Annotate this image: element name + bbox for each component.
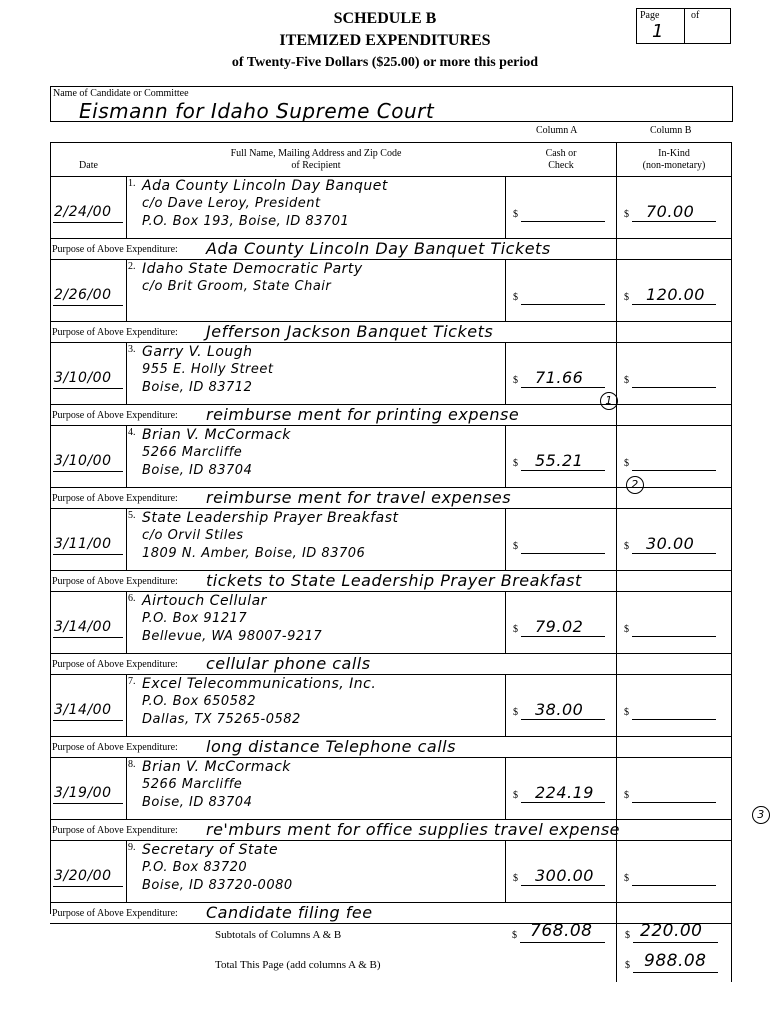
date-underline [53, 471, 123, 472]
cash-divider [505, 591, 506, 653]
purpose-label: Purpose of Above Expenditure: [52, 493, 178, 504]
inkind-dollar: $ [624, 375, 629, 386]
cash-amount-field[interactable]: 38.00 [535, 700, 584, 719]
recipient-line-1[interactable]: Ada County Lincoln Day Banquet [142, 178, 388, 194]
subtotal-b-field[interactable]: 220.00 [640, 921, 703, 941]
purpose-label: Purpose of Above Expenditure: [52, 825, 178, 836]
recipient-line-1[interactable]: Idaho State Democratic Party [142, 261, 363, 277]
header-divider [50, 176, 731, 177]
recipient-line-2[interactable]: 955 E. Holly Street [142, 362, 274, 377]
cash-dollar: $ [513, 707, 518, 718]
date-divider [126, 259, 127, 321]
cash-dollar: $ [513, 292, 518, 303]
cash-amount-field[interactable]: 224.19 [535, 783, 594, 802]
purpose-field[interactable]: cellular phone calls [206, 654, 371, 673]
entry-date-field[interactable]: 2/26/00 [54, 287, 112, 303]
recipient-line-1[interactable]: Brian V. McCormack [142, 759, 291, 775]
cash-dollar: $ [513, 873, 518, 884]
entry-number: 2. [128, 261, 136, 272]
entry-number: 3. [128, 344, 136, 355]
date-underline [53, 388, 123, 389]
date-underline [53, 720, 123, 721]
subtotal-b-dollar: $ [625, 930, 630, 941]
total-label: Total This Page (add columns A & B) [215, 959, 381, 971]
date-underline [53, 886, 123, 887]
cash-amount-field[interactable]: 300.00 [535, 866, 594, 885]
entry-number: 6. [128, 593, 136, 604]
entry-number: 4. [128, 427, 136, 438]
date-underline [53, 305, 123, 306]
purpose-field[interactable]: long distance Telephone calls [206, 737, 456, 756]
schedule-subtitle: ITEMIZED EXPENDITURES [279, 32, 491, 49]
recipient-line-2[interactable]: c/o Orvil Stiles [142, 528, 244, 543]
purpose-field[interactable]: re'mburs ment for office supplies travel expense [206, 820, 621, 839]
inkind-header: In-Kind [658, 148, 690, 159]
inkind-dollar: $ [624, 790, 629, 801]
cash-header-2: Check [548, 160, 574, 171]
schedule-description: of Twenty-Five Dollars ($25.00) or more this period [231, 55, 539, 70]
total-field[interactable]: 988.08 [644, 951, 707, 971]
purpose-label: Purpose of Above Expenditure: [52, 576, 178, 587]
recipient-line-1[interactable]: Excel Telecommunications, Inc. [142, 676, 377, 692]
cash-divider [505, 674, 506, 736]
cash-underline [521, 719, 605, 720]
recipient-line-3[interactable]: 1809 N. Amber, Boise, ID 83706 [142, 546, 366, 561]
cash-divider [505, 176, 506, 238]
recipient-line-3[interactable]: Boise, ID 83704 [142, 463, 253, 478]
inkind-underline [632, 885, 716, 886]
committee-name-field[interactable]: Eismann for Idaho Supreme Court [79, 99, 435, 123]
row-bottom-line [50, 342, 731, 343]
column-b-divider [616, 142, 617, 982]
inkind-underline [632, 387, 716, 388]
entry-date-field[interactable]: 3/11/00 [54, 536, 112, 552]
cash-underline [521, 553, 605, 554]
schedule-title: SCHEDULE B [333, 10, 437, 27]
purpose-field[interactable]: Ada County Lincoln Day Banquet Tickets [206, 239, 551, 258]
recipient-header-2: of Recipient [291, 160, 341, 171]
recipient-line-2[interactable]: c/o Dave Leroy, President [142, 196, 321, 211]
cash-underline [521, 802, 605, 803]
cash-dollar: $ [513, 458, 518, 469]
inkind-dollar: $ [624, 292, 629, 303]
subtotals-label: Subtotals of Columns A & B [215, 929, 342, 941]
row-bottom-line [50, 508, 731, 509]
date-divider [126, 342, 127, 404]
entry-date-field[interactable]: 3/14/00 [54, 702, 112, 718]
column-a-heading: Column A [536, 125, 578, 136]
date-divider [126, 508, 127, 570]
cash-divider [505, 259, 506, 321]
inkind-amount-field[interactable]: 120.00 [646, 285, 705, 304]
recipient-line-1[interactable]: Garry V. Lough [142, 344, 253, 360]
cash-underline [521, 470, 605, 471]
purpose-label: Purpose of Above Expenditure: [52, 908, 178, 919]
entry-number: 5. [128, 510, 136, 521]
purpose-field[interactable]: reimburse ment for printing expense [206, 405, 520, 424]
date-underline [53, 637, 123, 638]
entry-date-field[interactable]: 3/14/00 [54, 619, 112, 635]
date-underline [53, 222, 123, 223]
recipient-line-1[interactable]: Airtouch Cellular [142, 593, 267, 609]
recipient-line-3[interactable]: Boise, ID 83712 [142, 380, 253, 395]
page-number-box [636, 8, 731, 44]
entry-number: 7. [128, 676, 136, 687]
cash-dollar: $ [513, 790, 518, 801]
total-dollar: $ [625, 960, 630, 971]
note-circle: 3 [752, 806, 770, 824]
date-divider [126, 757, 127, 819]
subtotal-a-field[interactable]: 768.08 [530, 921, 593, 941]
cash-dollar: $ [513, 209, 518, 220]
inkind-amount-field[interactable]: 30.00 [646, 534, 695, 553]
row-bottom-line [50, 757, 731, 758]
cash-underline [521, 636, 605, 637]
date-divider [126, 674, 127, 736]
inkind-header-2: (non-monetary) [642, 160, 706, 171]
cash-underline [521, 221, 605, 222]
cash-dollar: $ [513, 624, 518, 635]
date-divider [126, 425, 127, 487]
cash-amount-field[interactable]: 55.21 [535, 451, 584, 470]
recipient-line-2[interactable]: P.O. Box 91217 [142, 611, 248, 626]
recipient-line-1[interactable]: Brian V. McCormack [142, 427, 291, 443]
entry-date-field[interactable]: 3/20/00 [54, 868, 112, 884]
column-b-heading: Column B [650, 125, 692, 136]
recipient-line-3[interactable]: Boise, ID 83704 [142, 795, 253, 810]
row-bottom-line [50, 674, 731, 675]
cash-divider [505, 425, 506, 487]
recipient-line-3[interactable]: Boise, ID 83720-0080 [142, 878, 293, 893]
purpose-label: Purpose of Above Expenditure: [52, 244, 178, 255]
recipient-line-3[interactable]: Bellevue, WA 98007-9217 [142, 629, 323, 644]
purpose-label: Purpose of Above Expenditure: [52, 410, 178, 421]
cash-divider [505, 757, 506, 819]
purpose-top-line [50, 902, 731, 903]
inkind-underline [632, 553, 716, 554]
inkind-underline [632, 636, 716, 637]
row-bottom-line [50, 923, 731, 924]
cash-dollar: $ [513, 375, 518, 386]
row-bottom-line [50, 259, 731, 260]
entry-date-field[interactable]: 3/10/00 [54, 370, 112, 386]
cash-divider [505, 508, 506, 570]
inkind-dollar: $ [624, 209, 629, 220]
purpose-label: Purpose of Above Expenditure: [52, 327, 178, 338]
inkind-dollar: $ [624, 624, 629, 635]
inkind-underline [632, 802, 716, 803]
entry-date-field[interactable]: 3/19/00 [54, 785, 112, 801]
inkind-underline [632, 719, 716, 720]
cash-dollar: $ [513, 541, 518, 552]
inkind-underline [632, 470, 716, 471]
entry-number: 1. [128, 178, 136, 189]
recipient-line-2[interactable]: 5266 Marcliffe [142, 445, 243, 460]
cash-divider [505, 342, 506, 404]
committee-label: Name of Candidate or Committee [53, 88, 189, 99]
cash-amount-field[interactable]: 71.66 [535, 368, 584, 387]
purpose-top-line [50, 653, 731, 654]
date-header: Date [79, 160, 98, 171]
purpose-label: Purpose of Above Expenditure: [52, 659, 178, 670]
recipient-line-1[interactable]: State Leadership Prayer Breakfast [142, 510, 399, 526]
date-divider [126, 176, 127, 238]
date-divider [126, 591, 127, 653]
purpose-field[interactable]: Candidate filing fee [206, 903, 373, 922]
page-label: Page [640, 10, 660, 21]
committee-name-box [50, 86, 733, 122]
subtotal-a-dollar: $ [512, 930, 517, 941]
recipient-line-3[interactable]: P.O. Box 193, Boise, ID 83701 [142, 214, 350, 229]
table-right-border [731, 142, 732, 982]
inkind-dollar: $ [624, 707, 629, 718]
note-circle: 2 [626, 476, 644, 494]
row-bottom-line [50, 591, 731, 592]
inkind-amount-field[interactable]: 70.00 [646, 202, 695, 221]
inkind-dollar: $ [624, 458, 629, 469]
purpose-field[interactable]: reimburse ment for travel expenses [206, 488, 512, 507]
date-divider [126, 840, 127, 902]
recipient-line-2[interactable]: P.O. Box 83720 [142, 860, 248, 875]
entry-number: 8. [128, 759, 136, 770]
date-underline [53, 554, 123, 555]
inkind-dollar: $ [624, 873, 629, 884]
recipient-header: Full Name, Mailing Address and Zip Code [230, 148, 402, 159]
cash-header: Cash or [545, 148, 577, 159]
cash-amount-field[interactable]: 79.02 [535, 617, 584, 636]
table-left-border [50, 142, 51, 914]
row-bottom-line [50, 425, 731, 426]
entry-date-field[interactable]: 2/24/00 [54, 204, 112, 220]
purpose-field[interactable]: Jefferson Jackson Banquet Tickets [206, 322, 494, 341]
of-label: of [691, 10, 700, 21]
page-number[interactable]: 1 [652, 21, 664, 42]
purpose-field[interactable]: tickets to State Leadership Prayer Breakfast [206, 571, 582, 590]
recipient-line-2[interactable]: P.O. Box 650582 [142, 694, 256, 709]
inkind-dollar: $ [624, 541, 629, 552]
inkind-underline [632, 304, 716, 305]
purpose-label: Purpose of Above Expenditure: [52, 742, 178, 753]
cash-divider [505, 840, 506, 902]
note-circle: 1 [600, 392, 618, 410]
entry-number: 9. [128, 842, 136, 853]
recipient-line-2[interactable]: 5266 Marcliffe [142, 777, 243, 792]
row-bottom-line [50, 840, 731, 841]
cash-underline [521, 304, 605, 305]
recipient-line-3[interactable]: Dallas, TX 75265-0582 [142, 712, 301, 727]
cash-underline [521, 885, 605, 886]
inkind-underline [632, 221, 716, 222]
date-underline [53, 803, 123, 804]
recipient-line-2[interactable]: c/o Brit Groom, State Chair [142, 279, 332, 294]
entry-date-field[interactable]: 3/10/00 [54, 453, 112, 469]
recipient-line-1[interactable]: Secretary of State [142, 842, 279, 858]
table-top-border [50, 142, 731, 143]
cash-underline [521, 387, 605, 388]
